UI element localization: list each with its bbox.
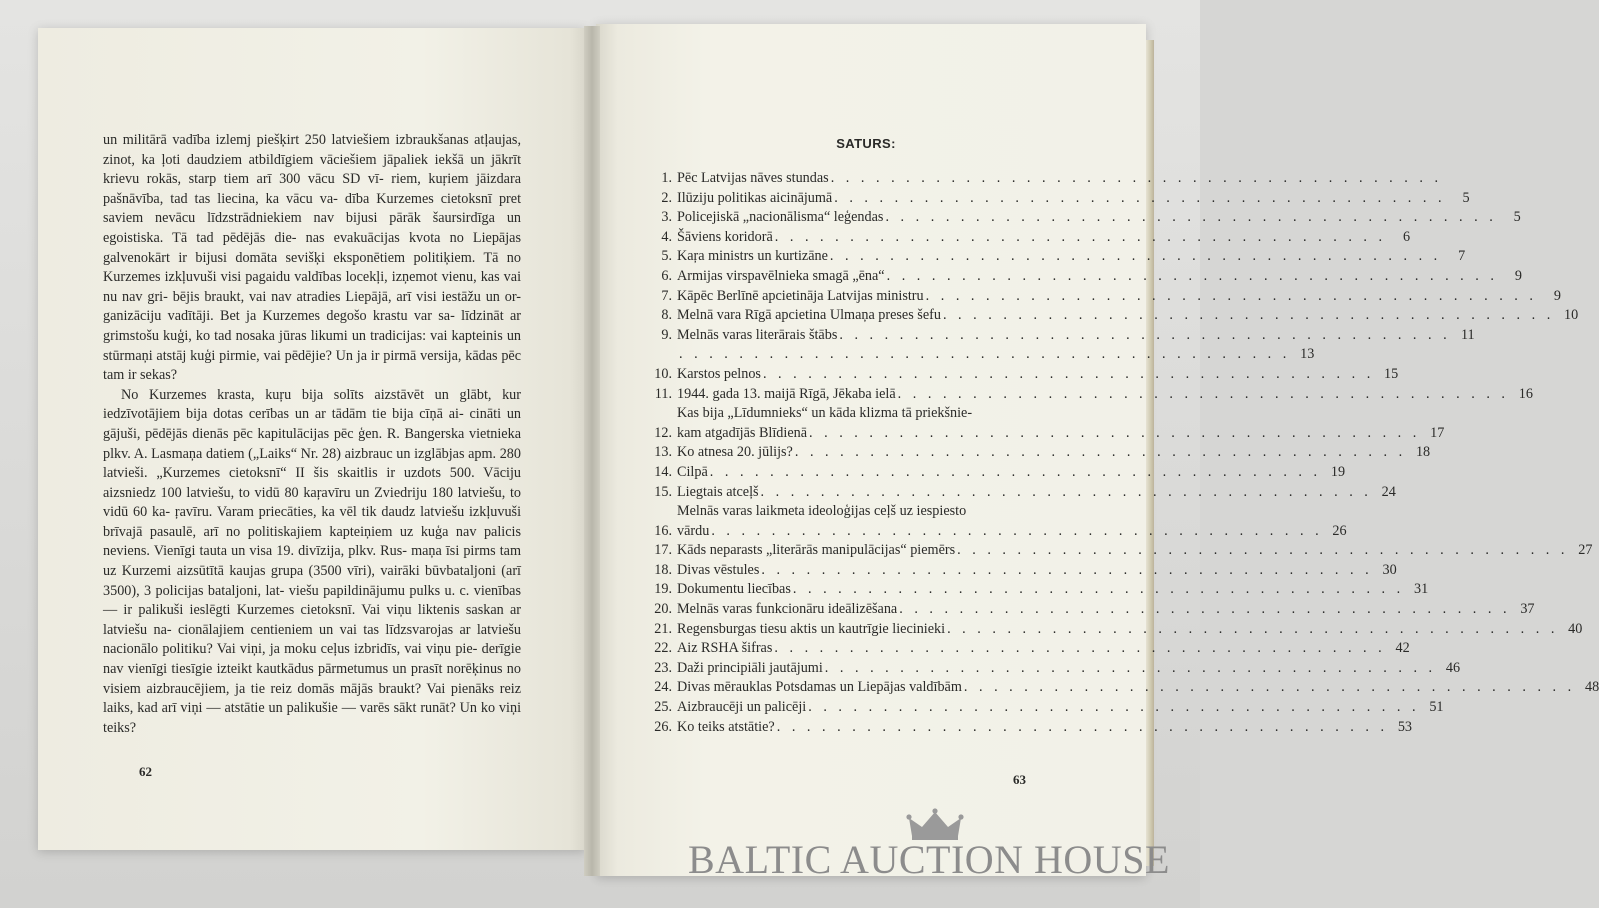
toc-entry-title: Melnās varas funkcionāru ideālizēšana [677,601,898,618]
toc-entry [646,385,1533,405]
toc-dot-leader: . . . . . . . . . . . . . . . . . . . . . . . . . . . . . . . . . . . . . . . . . [809,424,1421,441]
toc-entry-title: Daži principiāli jautājumi [677,659,823,676]
toc-entry-title: Melnā vara Rīgā apcietina Ulmaņa preses šefu [677,307,941,324]
toc-entry-title: Kāpēc Berlīnē apcietināja Latvijas ministru [677,287,924,304]
body-line: mājās braukt? Vai pienāks reiz laiks, kad arī viņi — atstātie [103,680,522,717]
toc-entry-page: 9 [1553,287,1561,304]
toc-entry-body [677,639,1410,659]
toc-entry-title: kam atgadījās Blīdienā [677,424,808,441]
toc-entry-number: 19. [654,581,672,598]
toc-entry-number: 1. [661,170,672,186]
toc-entry-body [677,443,1430,463]
toc-entry-number: 20. [654,601,672,618]
left-page-body-text [103,131,521,738]
toc-entry-title: Ko atnesa 20. jūlijs? [677,444,793,461]
toc-entry [646,189,1470,209]
toc-entry-page: 53 [1397,718,1413,735]
toc-entry-body [677,306,1578,326]
toc-dot-leader: . . . . . . . . . . . . . . . . . . . . . . . . . . . . . . . . . . . . . . . . . [942,307,1555,324]
toc-entry-title: Melnās varas literārais štābs [677,326,838,343]
toc-entry [646,345,1315,365]
toc-entry [646,443,1431,463]
toc-dot-leader: . . . . . . . . . . . . . . . . . . . . . . . . . . . . . . . . . . . . . . . . . [792,581,1405,598]
toc-entry-body [677,659,1460,679]
toc-entry-page: 5 [1513,209,1521,226]
toc-entry-body [677,189,1470,209]
body-paragraph [103,131,521,386]
toc-entry [646,306,1579,326]
toc-entry-title: Cilpā [677,463,708,480]
toc-entry-number: 7. [661,287,672,304]
body-line: II šis skaitlis ir uzdots 500. Vāciju aizsniedz 100 latviešu, to [103,465,521,501]
toc-entry-page: 17 [1430,424,1445,441]
body-line: riem, kuŗiem jāizdara pašnāvība, tad tas liecina, ka vācu va- [103,171,522,207]
toc-entry-page: 7 [1458,248,1466,265]
toc-dot-leader: . . . . . . . . . . . . . . . . . . . . . . . . . . . . . . . . . . . . . . . . . [963,679,1576,696]
toc-entry-page: 48 [1584,679,1599,696]
toc-dot-leader: . . . . . . . . . . . . . . . . . . . . . . . . . . . . . . . . . . . . . . . . . [957,542,1569,559]
toc-entry-page: 46 [1445,659,1461,676]
toc-entry-number: 11. [654,385,672,402]
toc-entry-body [677,718,1412,738]
toc-entry [646,561,1397,581]
toc-entry-body [677,365,1398,385]
toc-dot-leader: . . . . . . . . . . . . . . . . . . . . . . . . . . . . . . . . . . . . . . . . . [947,620,1559,637]
toc-entry-title: Ko teiks atstātie? [677,718,775,735]
left-page-number: 62 [139,764,152,779]
toc-entry-number: 21. [654,620,672,637]
right-page-number: 63 [1013,772,1026,787]
toc-dot-leader: . . . . . . . . . . . . . . . . . . . . . . . . . . . . . . . . . . . . . . . . . [886,267,1498,284]
toc-dot-leader: . . . . . . . . . . . . . . . . . . . . . . . . . . . . . . . . . . . . . . . . . [679,346,1291,363]
toc-entry [646,267,1522,287]
body-line: pagaidu valdības locekļi, izņemot vienu, kas vai nu nav gri- [103,269,522,305]
toc-entry [646,365,1399,385]
toc-entry-number: 14. [654,463,672,480]
body-paragraph [103,386,521,739]
toc-entry-page: 9 [1514,267,1522,284]
body-line: vidū 80 kaŗavīru un Zviedriju 180 latviešu, to vidū 60 ka- [103,484,521,521]
book-gutter [584,26,600,876]
body-line: un militārā vadība izlemj piešķirt 250 latviešiem izbraukšanas [103,132,469,148]
table-of-contents [646,169,1599,737]
body-line: un palikušie — varēs sākt runāt? Un ko viņi teiks? [103,700,522,736]
toc-dot-leader: . . . . . . . . . . . . . . . . . . . . . . . . . . . . . . . . . . . . . . . . . [794,444,1407,461]
toc-entry-page: 30 [1382,561,1397,578]
toc-entry-title: Divas vēstules [677,561,760,578]
body-line: prasīt norēķinus no visiem aizbraucējiem, ja tie reiz domās [103,661,521,697]
toc-entry-body [677,169,1466,189]
toc-entry-body [677,385,1533,405]
toc-entry [646,208,1521,228]
body-line: vīri), vairāki būvbataljoni (arī 3500), 3 policijas bataljoni, lat- [103,563,521,599]
toc-entry-body [677,483,1396,503]
toc-dot-leader: . . . . . . . . . . . . . . . . . . . . . . . . . . . . . . . . . . . . . . . . . [925,287,1537,304]
body-line: Bangerska vietnieka plkv. A. Lasmaņa datiem („Laiks“ Nr. 28) [103,425,521,462]
body-line: derīgie nav vienīgi tiesīgie izteikt kautkādus pārmetumus un [103,641,521,678]
toc-entry [646,287,1561,307]
toc-entry [646,698,1444,718]
toc-entry-body [677,208,1521,228]
body-line: iekšā un jākrīt krievu rokās, starp tiem arī 300 vācu SD vī- [103,151,522,188]
body-line: aizbrauc un izglābjas apm. 280 latvieši. „Kurzemes cietoksnī“ [103,445,521,482]
toc-entry-body [677,463,1345,483]
toc-entry-number: 10. [654,365,672,382]
toc-dot-leader: . . . . . . . . . . . . . . . . . . . . . . . . . . . . . . . . . . . . . . . . . [839,326,1451,343]
toc-entry-title: Pēc Latvijas nāves stundas [677,170,829,186]
toc-entry-body [677,404,1444,443]
body-line: iedzīvotājiem bija dotas cerības un ar tādām tie bija cīņā ai- [103,406,464,423]
toc-entry [646,247,1466,267]
toc-entry-number: 25. [654,699,672,716]
body-line: bējis braukt, vai nav atradies Liepājā, arī visi iestāžu un or- [172,288,521,305]
body-line: cionālajiem centieniem un vai tas līdzsvarojas ar latviešu [177,621,521,638]
toc-entry-page: 40 [1568,620,1583,637]
toc-dot-leader: . . . . . . . . . . . . . . . . . . . . . . . . . . . . . . . . . . . . . . . . . [897,385,1509,402]
toc-entry-title: Liegtais atceļš [677,483,759,500]
toc-entry-number: 4. [661,228,672,245]
toc-entry-page: 15 [1384,365,1399,382]
toc-entry-number: 8. [661,307,672,324]
body-line: atļaujas, zinot, ka ļoti daudziem atbildīgiem vāciešiem jāpaliek [103,132,522,168]
toc-dot-leader: . . . . . . . . . . . . . . . . . . . . . . . . . . . . . . . . . . . . . . . . . [899,601,1511,618]
toc-entry-page: 26 [1332,522,1347,539]
body-line: ŗavīru. Varam priecāties, ka vēl tik daudz latviešu izkļuvuši [174,504,522,521]
toc-dot-leader: . . . . . . . . . . . . . . . . . . . . . . . . . . . . . . . . . . . . . . . . . [761,561,1373,578]
toc-entry-body [677,267,1522,287]
toc-entry [646,620,1583,640]
toc-entry [646,169,1442,189]
toc-entry-body [677,287,1561,307]
body-line: nacionālo politiku? Vai viņi, ja moku ceļus izbridīs, vai viņu pie- [103,641,478,658]
toc-entry-page: 51 [1429,699,1444,716]
toc-dot-leader: . . . . . . . . . . . . . . . . . . . . . . . . . . . . . . . . . . . . . . . . . [762,365,1375,382]
toc-entry-page: 11 [1460,326,1475,343]
toc-entry-number: 2. [661,189,672,206]
body-line: cināti un gājuši, pēdējās dienās pēc kapitulācijas pēc ģen. R. [103,406,522,442]
body-line: maņa īsi pirms tam uz Kurzemi aizsūtītā kaujas grupa (3500 [103,543,521,580]
toc-entry-number: 18. [654,561,672,578]
toc-entry-title: Karstos pelnos [677,365,761,382]
toc-entry-title: Kāds neparasts „literārās manipulācijas“ piemērs [677,542,956,559]
toc-entry-title: Aiz RSHA šifras [677,640,773,657]
toc-entry-body [677,345,1314,365]
body-line: No Kurzemes krasta, kuŗu bija solīts aizstāvēt un glābt, kur [121,386,521,403]
body-line: Kurzemes cietoksnī. Vai viņu liktenis saskan ar latviešu na- [103,602,521,638]
toc-entry-title: Ilūziju politikas aicinājumā [677,189,833,206]
toc-entry [646,404,1445,443]
body-line: nav bijusi pārāk šaursirdīga un egoistiska. Tā tad pēdējās die- [103,210,522,246]
toc-entry-title: Kaŗa ministrs un kurtizāne [677,248,828,265]
toc-entry-title: Šāviens koridorā [677,228,773,245]
toc-entry-number: 15. [654,483,672,500]
toc-entry-number: 23. [654,659,672,676]
body-line: nas evakuācijas kvota no Liepājas galvenokārt ir bijusi domāta [103,229,521,266]
toc-entry-page: 13 [1300,346,1315,363]
toc-dot-leader: . . . . . . . . . . . . . . . . . . . . . . . . . . . . . . . . . . . . . . . . . [776,718,1389,735]
toc-entry [646,580,1429,600]
toc-entry-title: 1944. gada 13. maijā Rīgā, Jēkaba ielā [677,385,896,402]
toc-entry-page: 42 [1395,640,1410,657]
toc-entry [646,600,1535,620]
toc-entry-number: 5. [661,248,672,265]
body-line: palicis neviens. Vienīgi tauta un visa 19. divīzija, plkv. Rus- [103,523,521,560]
toc-entry [646,678,1599,698]
toc-entry-number: 6. [661,267,672,284]
body-line: tradicijas: vai kapteinis un stūrmaņi atstāj kuģi pirmie, vai [103,327,522,364]
body-line: sevišķi eksponētiem politiķiem. Tā no Kurzemes izkļuvuši visi [103,249,521,286]
toc-entry-title: Policejiskā „nacionālisma“ leģendas [677,209,884,226]
watermark-text: BALTIC AUCTION HOUSE [688,837,1170,882]
toc-entry-body [677,228,1410,248]
toc-entry-number: 17. [654,542,672,559]
body-line: pēdējie? Un ja ir pirmā versija, kādas pēc tam ir sekas? [103,347,522,384]
toc-entry-body [677,561,1397,581]
body-line: dība Kurzemes cietoksnī pret saviem nevācu līdzstrādniekiem [103,190,522,227]
toc-title: SATURS: [836,136,896,151]
toc-entry-page: 18 [1415,444,1431,461]
toc-entry-page: 31 [1413,581,1429,598]
toc-entry-title: Melnās varas laikmeta ideoloģijas ceļš uz iespiesto [677,503,967,520]
toc-entry-number: 24. [654,679,672,696]
toc-dot-leader: . . . . . . . . . . . . . . . . . . . . . . . . . . . . . . . . . . . . . . . . . [709,463,1322,480]
toc-entry-title: Armijas virspavēlnieka smagā „ēna“ [677,267,885,284]
toc-entry [646,659,1461,679]
toc-entry [646,541,1593,561]
toc-entry-body [677,698,1444,718]
toc-entry-number: 12. [654,424,672,441]
toc-entry-body [677,620,1582,640]
toc-entry [646,228,1411,248]
body-line: līdzināt ar grimstošu kuģi, ko tad nosaka jūras likumi un [103,308,521,344]
toc-entry-body [677,247,1465,267]
toc-entry-title: Kas bija „Līdumnieks“ un kāda klizma tā priekšnie- [677,405,973,422]
toc-entry-page: 5 [1462,189,1470,206]
toc-dot-leader: . . . . . . . . . . . . . . . . . . . . . . . . . . . . . . . . . . . . . . . . . [829,248,1442,265]
toc-dot-leader: . . . . . . . . . . . . . . . . . . . . . . . . . . . . . . . . . . . . . . . . . [711,522,1323,539]
toc-entry [646,718,1413,738]
toc-entry-page: 6 [1402,228,1411,245]
toc-entry-title: Regensburgas tiesu aktis un kautrīgie liecinieki [677,620,946,637]
toc-entry [646,463,1346,483]
toc-entry-number: 9. [661,326,672,343]
toc-entry-page: 10 [1564,307,1579,324]
toc-entry-page: 27 [1578,542,1593,559]
toc-entry-number: 3. [661,209,672,226]
toc-entry-title: Dokumentu liecības [677,581,791,598]
toc-entry-page: 37 [1520,601,1535,618]
body-line: viešu papildinājumu pulks u. c. vienības — ir palikuši ieslēgti [103,582,522,619]
toc-dot-leader: . . . . . . . . . . . . . . . . . . . . . . . . . . . . . . . . . . . . . . . . . [760,483,1372,500]
toc-entry-page: 24 [1381,483,1396,500]
toc-entry-body [677,678,1599,698]
toc-entry [646,639,1410,659]
toc-dot-leader: . . . . . . . . . . . . . . . . . . . . . . . . . . . . . . . . . . . . . . . . . [824,659,1437,676]
toc-entry-body [677,502,1347,541]
toc-dot-leader: . . . . . . . . . . . . . . . . . . . . . . . . . . . . . . . . . . . . . . . . . [774,228,1387,245]
toc-entry-title: Aizbraucēji un palicēji [677,699,807,716]
toc-entry [646,326,1475,346]
toc-dot-leader: . . . . . . . . . . . . . . . . . . . . . . . . . . . . . . . . . . . . . . . . . [834,189,1446,206]
body-line: ganizāciju vadītāji. Bet ja Kurzemes degošo krastu var sa- [103,308,455,325]
toc-entry-number: 13. [654,444,672,461]
toc-entry-page: 16 [1518,385,1533,402]
toc-entry-body [677,580,1428,600]
toc-entry-number: 22. [654,640,672,657]
toc-entry [646,502,1347,541]
toc-entry-page: 19 [1330,463,1346,480]
toc-dot-leader: . . . . . . . . . . . . . . . . . . . . . . . . . . . . . . . . . . . . . . . . . [808,699,1420,716]
toc-entry-body [677,541,1592,561]
toc-entry-title: Divas mērauklas Potsdamas un Liepājas valdībām [677,679,962,696]
toc-dot-leader: . . . . . . . . . . . . . . . . . . . . . . . . . . . . . . . . . . . . . . . . . [774,640,1386,657]
toc-entry-body [677,600,1535,620]
toc-entry-number: 26. [654,718,672,735]
toc-entry [646,483,1396,503]
toc-dot-leader: . . . . . . . . . . . . . . . . . . . . . . . . . . . . . . . . . . . . . . . . . [885,209,1497,226]
toc-entry-title: vārdu [677,522,710,539]
toc-entry-body [677,326,1475,346]
toc-dot-leader: . . . . . . . . . . . . . . . . . . . . . . . . . . . . . . . . . . . . . . . . . [830,170,1442,186]
body-line: brīvajā pasaulē, arī no politiskajiem kapteiņiem uz kuģa nav [103,523,477,540]
toc-entry-number: 16. [654,522,672,539]
